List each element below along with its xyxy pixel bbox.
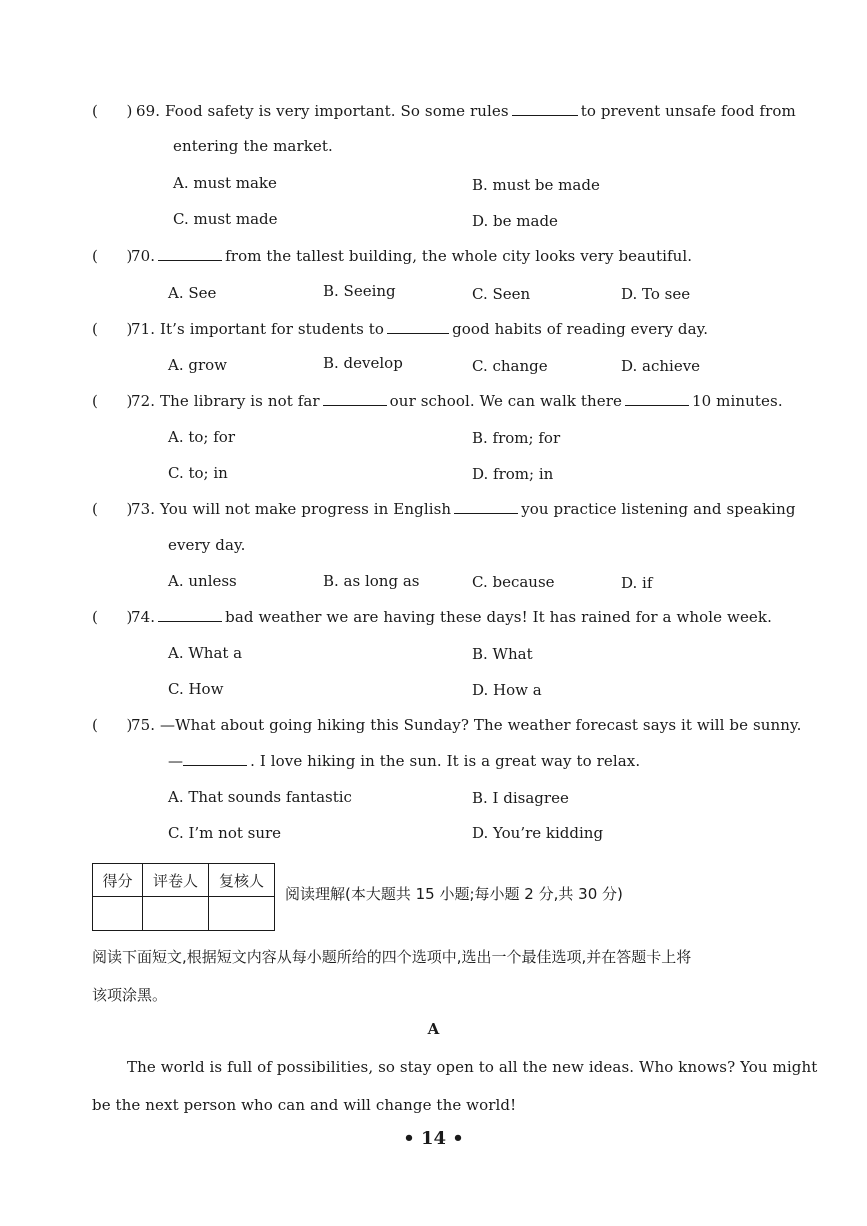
option-73-a[interactable]: A. unless [168, 572, 237, 590]
answer-bracket-70[interactable]: ( ) [92, 247, 133, 265]
option-72-a[interactable]: A. to; for [168, 428, 236, 446]
answer-blank [512, 101, 578, 116]
question-71-stem: 71. It’s important for students to [131, 320, 385, 338]
option-74-d[interactable]: D. How a [472, 681, 542, 699]
question-71-line1 [131, 319, 708, 339]
question-70-stem-end: from the tallest building, the whole city looks very beautiful. [225, 247, 693, 265]
option-71-c[interactable]: C. change [472, 357, 548, 375]
option-70-b[interactable]: B. Seeing [323, 282, 396, 300]
question-70-stem: 70. [131, 247, 156, 265]
answer-blank [625, 391, 689, 406]
option-69-c[interactable]: C. must made [173, 210, 278, 228]
passage-line2: be the next person who can and will change the world! [92, 1096, 517, 1114]
question-75-line2 [168, 751, 640, 771]
question-69-stem: 69. Food safety is very important. So some rules [136, 102, 509, 120]
passage-line1: The world is full of possibilities, so stay open to all the new ideas. Who knows? You might [127, 1058, 818, 1076]
option-69-a[interactable]: A. must make [173, 174, 277, 192]
answer-bracket-72[interactable]: ( ) [92, 392, 133, 410]
score-header: 得分 [93, 864, 143, 897]
question-75-line2-end: . I love hiking in the sun. It is a great way to relax. [250, 752, 641, 770]
option-75-c[interactable]: C. I’m not sure [168, 824, 282, 842]
option-69-d[interactable]: D. be made [472, 212, 558, 230]
answer-blank [454, 499, 518, 514]
option-71-d[interactable]: D. achieve [621, 357, 701, 375]
question-74-stem: 74. [131, 608, 156, 626]
option-72-b[interactable]: B. from; for [472, 429, 561, 447]
option-70-a[interactable]: A. See [168, 284, 217, 302]
question-72-stem-end: 10 minutes. [692, 392, 783, 410]
question-75-line1: 75. —What about going hiking this Sunday? The weather forecast says it will be sunny. [131, 716, 802, 734]
question-70-line1 [131, 246, 692, 266]
question-73-line2: every day. [168, 536, 246, 554]
option-75-a[interactable]: A. That sounds fantastic [168, 788, 352, 806]
question-74-line1 [131, 607, 772, 627]
question-71-stem-end: good habits of reading every day. [452, 320, 709, 338]
question-72-stem-mid: our school. We can walk there [389, 392, 623, 410]
grader-cell[interactable] [143, 897, 209, 931]
question-69-line2: entering the market. [173, 137, 333, 155]
score-table [92, 863, 275, 931]
question-72-line1 [131, 391, 783, 411]
option-73-d[interactable]: D. if [621, 574, 653, 592]
section-title: 阅读理解(本大题共 15 小题;每小题 2 分,共 30 分) [285, 885, 623, 903]
answer-bracket-69[interactable]: ( ) [92, 102, 133, 120]
question-73-stem: 73. You will not make progress in English [131, 500, 452, 518]
answer-bracket-75[interactable]: ( ) [92, 716, 133, 734]
question-73-line1 [131, 499, 796, 519]
option-70-c[interactable]: C. Seen [472, 285, 531, 303]
answer-blank [387, 319, 449, 334]
answer-blank [158, 607, 222, 622]
option-75-b[interactable]: B. I disagree [472, 789, 569, 807]
option-75-d[interactable]: D. You’re kidding [472, 824, 604, 842]
option-71-b[interactable]: B. develop [323, 354, 403, 372]
reviewer-cell[interactable] [209, 897, 275, 931]
grader-header: 评卷人 [143, 864, 209, 897]
option-69-b[interactable]: B. must be made [472, 176, 600, 194]
answer-bracket-71[interactable]: ( ) [92, 320, 133, 338]
option-73-c[interactable]: C. because [472, 573, 555, 591]
question-69-stem-end: to prevent unsafe food from [580, 102, 796, 120]
option-72-d[interactable]: D. from; in [472, 465, 554, 483]
question-69-line1 [136, 101, 796, 121]
option-73-b[interactable]: B. as long as [323, 572, 420, 590]
option-72-c[interactable]: C. to; in [168, 464, 228, 482]
option-74-c[interactable]: C. How [168, 680, 224, 698]
question-74-stem-end: bad weather we are having these days! It has rained for a whole week. [225, 608, 772, 626]
passage-letter: A [427, 1020, 440, 1038]
answer-bracket-73[interactable]: ( ) [92, 500, 133, 518]
score-cell[interactable] [93, 897, 143, 931]
question-72-stem: 72. The library is not far [131, 392, 320, 410]
option-70-d[interactable]: D. To see [621, 285, 691, 303]
answer-blank [158, 246, 222, 261]
question-73-stem-end: you practice listening and speaking [521, 500, 796, 518]
option-74-a[interactable]: A. What a [168, 644, 243, 662]
option-74-b[interactable]: B. What [472, 645, 533, 663]
answer-blank [183, 751, 247, 766]
instructions-line2: 该项涂黑。 [92, 986, 168, 1004]
option-71-a[interactable]: A. grow [168, 356, 228, 374]
page-number: • 14 • [403, 1128, 464, 1149]
instructions-line1: 阅读下面短文,根据短文内容从每小题所给的四个选项中,选出一个最佳选项,并在答题卡上将 [92, 948, 692, 966]
answer-blank [323, 391, 387, 406]
reviewer-header: 复核人 [209, 864, 275, 897]
answer-bracket-74[interactable]: ( ) [92, 608, 133, 626]
question-75-dash: — [168, 752, 184, 770]
